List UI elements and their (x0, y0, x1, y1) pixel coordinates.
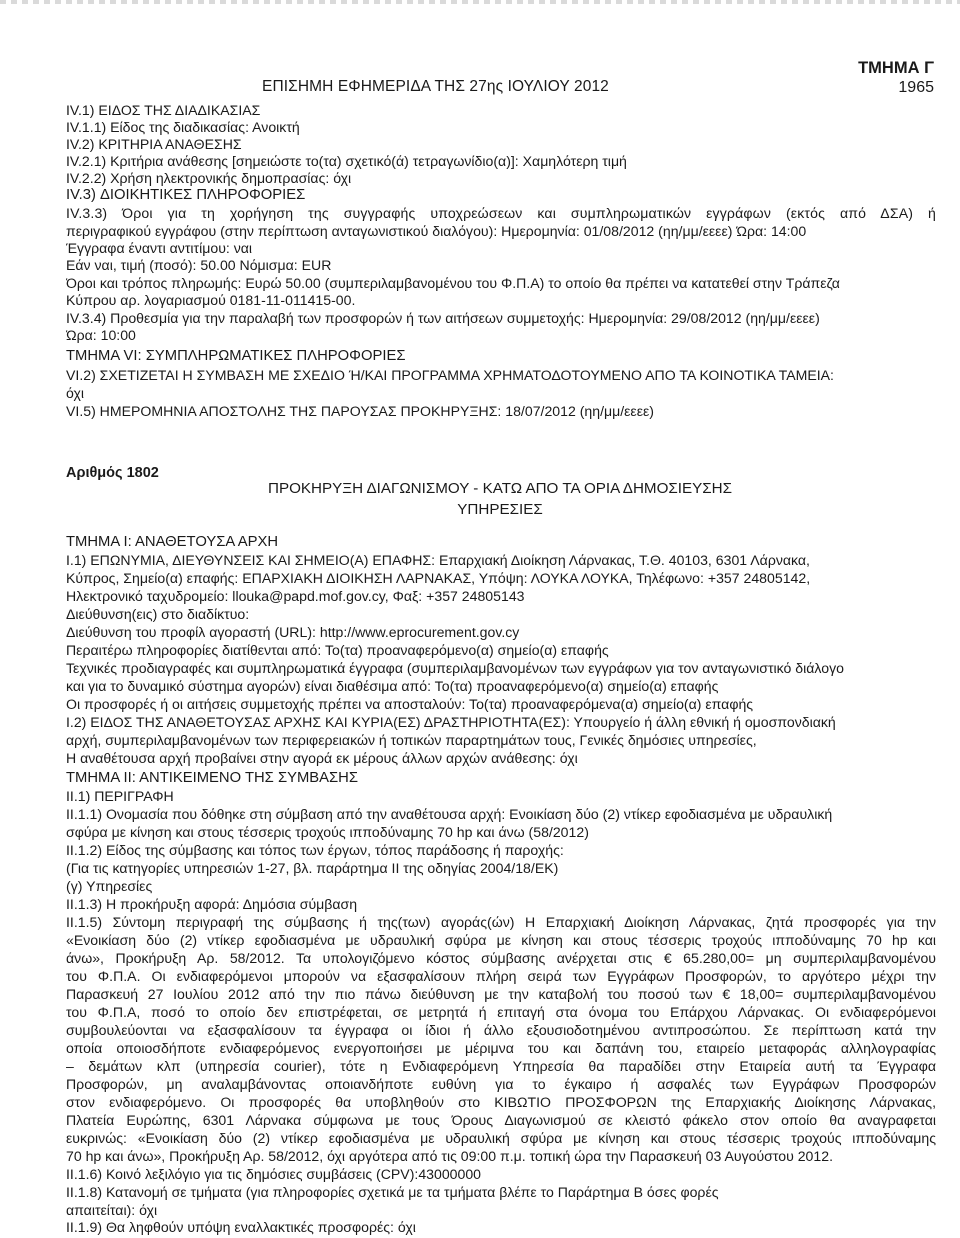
section-label: ΤΜΗΜΑ Γ (858, 59, 934, 77)
text-line: Όροι και τρόπος πληρωμής: Ευρώ 50.00 (συμπεριλαμβανομένου του Φ.Π.Α) το οποίο θα πρέπει να κατατεθεί στην Τράπεζα (66, 275, 840, 291)
text-line: σφύρα με κίνηση και στους τέσσερις τροχούς ιπποδύναμης 70 hp και άνω (58/2012) (66, 824, 589, 840)
text-line: IV.2.1) Κριτήρια ανάθεσης [σημειώστε το(τα) σχετικό(ά) τετραγωνίδιο(α)]: Χαμηλότερη τιμή (66, 153, 627, 169)
text-line: συμβουλεύονται να εξασφαλίσουν τα έγγραφα οι ίδιοι ή άλλο εξουσιοδοτημένου αντιπροσώπου. Σε περίπτωση κατά την (66, 1022, 936, 1038)
text-line: Περαιτέρω πληροφορίες διατίθενται από: Το(τα) προαναφερόμενο(α) σημείο(α) επαφής (66, 642, 609, 658)
text-line: II.1.2) Είδος της σύμβασης και τόπος των έργων, τόπος παράδοσης ή παροχής: (66, 842, 564, 858)
text-line: Διεύθυνση του προφίλ αγοραστή (URL): http://www.eprocurement.gov.cy (66, 624, 520, 640)
text-line: «Ενοικίαση δύο (2) ντίκερ εφοδιασμένα με υδραυλική σφύρα με κίνηση και στους τέσσερις τροχούς ιπποδύναμης 70 hp και (66, 932, 936, 948)
text-line: όχι (66, 385, 84, 401)
text-line: ΤΜΗΜΑ ΙΙ: ΑΝΤΙΚΕΙΜΕΝΟ ΤΗΣ ΣΥΜΒΑΣΗΣ (66, 770, 358, 786)
text-line: II.1.6) Κοινό λεξιλόγιο για τις δημόσιες συμβάσεις (CPV):43000000 (66, 1166, 482, 1182)
text-line: Εάν ναι, τιμή (ποσό): 50.00 Νόμισμα: EUR (66, 257, 332, 273)
text-line: VI.5) ΗΜΕΡΟΜΗΝΙΑ ΑΠΟΣΤΟΛΗΣ ΤΗΣ ΠΑΡΟΥΣΑΣ ΠΡΟΚΗΡΥΞΗΣ: 18/07/2012 (ηη/μμ/εεεε) (66, 403, 654, 419)
text-line: Κύπρου αρ. λογαριασμού 0181-11-011415-00. (66, 292, 356, 308)
text-line: 70 hp και άνω», Προκήρυξη Αρ. 58/2012, όχι αργότερα από τις 09:00 π.μ. τοπική ώρα την Παρασκευή 03 Αυγούστου 2012. (66, 1148, 833, 1164)
text-line: II.1.5) Σύντομη περιγραφή της σύμβασης ή της(των) αγοράς(ών) Η Επαρχιακή Διοίκηση Λάρνακας, ζητά προσφορές για την (66, 914, 936, 930)
text-line: του Φ.Π.Α, ποσό το οποίο δεν επιστρέφεται, σε μετρητά ή επιταγή στα όνομα του Επάρχου Λάρνακας. Οι ενδιαφερόμενοι (66, 1004, 936, 1020)
text-line: II.1.8) Κατανομή σε τμήματα (για πληροφορίες σχετικά με τα τμήματα βλέπε το Παράρτημα Β όσες φορές (66, 1184, 719, 1200)
text-line: II.1.9) Θα ληφθούν υπόψη εναλλακτικές προσφορές: όχι (66, 1219, 416, 1235)
text-line: IV.2.2) Χρήση ηλεκτρονικής δημοπρασίας: όχι (66, 170, 352, 186)
text-line: (Για τις κατηγορίες υπηρεσιών 1-27, βλ. παράρτημα II της οδηγίας 2004/18/ΕΚ) (66, 860, 559, 876)
announcement-number: Αριθμός 1802 (66, 465, 159, 481)
text-line: Η αναθέτουσα αρχή προβαίνει στην αγορά εκ μέρους άλλων αρχών ανάθεσης: όχι (66, 750, 578, 766)
text-line: ευκρινώς: «Ενοικίαση δύο (2) ντίκερ εφοδιασμένα με υδραυλική σφύρα με κίνηση και στους τέσσερις τροχούς ιπποδύναμης (66, 1130, 936, 1146)
text-line: ΤΜΗΜΑ VI: ΣΥΜΠΛΗΡΩΜΑΤΙΚΕΣ ΠΛΗΡΟΦΟΡΙΕΣ (66, 348, 406, 364)
text-line: VI.2) ΣΧΕΤΙΖΕΤΑΙ Η ΣΥΜΒΑΣΗ ΜΕ ΣΧΕΔΙΟ Ή/ΚΑΙ ΠΡΟΓΡΑΜΜΑ ΧΡΗΜΑΤΟΔΟΤΟΥΜΕΝΟ ΑΠΟ ΤΑ ΚΟΙΝΟΤΙΚΑ ΤΑΜΕΙΑ: (66, 367, 834, 383)
page-header-right (858, 58, 934, 98)
text-line: Ώρα: 10:00 (66, 327, 136, 343)
text-line: I.1) ΕΠΩΝΥΜΙΑ, ΔΙΕΥΘΥΝΣΕΙΣ ΚΑΙ ΣΗΜΕΙΟ(Α) ΕΠΑΦΗΣ: Επαρχιακή Διοίκηση Λάρνακας, Τ.Θ. 40103, 6301 Λάρνακα, (66, 552, 810, 568)
text-line: Οι προσφορές ή οι αιτήσεις συμμετοχής πρέπει να αποσταλούν: Το(τα) προαναφερόμενα(α) σημείο(α) επαφής (66, 696, 754, 712)
text-line: στον ενδιαφερόμενο. Οι προσφορές θα υποβληθούν στο ΚΙΒΩΤΙΟ ΠΡΟΣΦΟΡΩΝ της Επαρχιακής Διοίκησης Λάρνακας, (66, 1094, 936, 1110)
text-line: IV.3.3) Όροι για τη χορήγηση της συγγραφής υποχρεώσεων και συμπληρωματικών εγγράφων (εκτός από ΔΣΑ) ή (66, 205, 936, 221)
text-line: IV.3) ΔΙΟΙΚΗΤΙΚΕΣ ΠΛΗΡΟΦΟΡΙΕΣ (66, 187, 306, 203)
text-line: Ηλεκτρονικό ταχυδρομείο: llouka@papd.mof.gov.cy, Φαξ: +357 24805143 (66, 588, 525, 604)
text-line: IV.1.1) Είδος της διαδικασίας: Ανοικτή (66, 119, 300, 135)
text-line: IV.2) ΚΡΙΤΗΡΙΑ ΑΝΑΘΕΣΗΣ (66, 136, 242, 152)
text-line: οποία οποιοσδήποτε ενδιαφερόμενος ενεργοποιήσει με μέριμνα του και δαπάνη του, εταιρείο μεταφοράς αλληλογραφίας (66, 1040, 936, 1056)
text-line: – δεμάτων κλπ (υπηρεσία courier), τότε η Ενδιαφερόμενη Υπηρεσία θα παραδίδει στην Εταιρεία αυτή τα Έγγραφα (66, 1058, 936, 1074)
announcement-title: ΠΡΟΚΗΡΥΞΗ ΔΙΑΓΩΝΙΣΜΟΥ - ΚΑΤΩ ΑΠΟ ΤΑ ΟΡΙΑ ΔΗΜΟΣΙΕΥΣΗΣ (267, 480, 732, 497)
page-number: 1965 (898, 79, 934, 96)
text-line: Προσφορών, μη αναλαμβάνοντας οποιανδήποτε ευθύνη για το έγκαιρο ή ασφαλές των Εγγράφων Προσφορών (66, 1076, 936, 1092)
text-line: IV.1) ΕΙΔΟΣ ΤΗΣ ΔΙΑΔΙΚΑΣΙΑΣ (66, 102, 261, 118)
text-line: και για το δυναμικό σύστημα αγορών) είναι διαθέσιμα από: Το(τα) προαναφερόμενο(α) σημείο(α) επαφής (66, 678, 719, 694)
text-line: απαιτείται): όχι (66, 1202, 158, 1218)
text-line: Πλατεία Ευρώπης, 6301 Λάρνακα σύμφωνα με τους Όρους Διαγωνισμού σε κλειστό φάκελο στον οποίο θα αναγραφεται (66, 1112, 936, 1128)
scan-border (0, 0, 960, 4)
text-line: ΤΜΗΜΑ Ι: ΑΝΑΘΕΤΟΥΣΑ ΑΡΧΗ (66, 534, 279, 550)
text-line: του Φ.Π.Α. Οι ενδιαφερόμενοι μπορούν να εξασφαλίσουν πλήρη σειρά των Εγγράφων Προσφορών, το αργότερο μέχρι την (66, 968, 936, 984)
text-line: Διεύθυνση(εις) στο διαδίκτυο: (66, 606, 250, 622)
text-line: Κύπρος, Σημείο(α) επαφής: ΕΠΑΡΧΙΑΚΗ ΔΙΟΙΚΗΣΗ ΛΑΡΝΑΚΑΣ, Υπόψη: ΛΟΥΚΑ ΛΟΥΚΑ, Τηλέφωνο: +357 24805142, (66, 570, 811, 586)
text-line: άνω», Προκήρυξη Αρ. 58/2012. Τα υπολογιζόμενο κόστος σύμβασης ανέρχεται στις € 65.280,00= μη συμπεριλαμβανομένου (66, 950, 936, 966)
gazette-header: ΕΠΙΣΗΜΗ ΕΦΗΜΕΡΙΔΑ ΤΗΣ 27ης ΙΟΥΛΙΟΥ 2012 (262, 78, 609, 95)
text-line: Παρασκευή 27 Ιουλίου 2012 από την πιο πάνω διεύθυνση με την καταβολή του ποσού των € 18,00= συμπεριλαμβανομένου (66, 986, 936, 1002)
text-line: II.1.3) Η προκήρυξη αφορά: Δημόσια σύμβαση (66, 896, 358, 912)
text-line: Τεχνικές προδιαγραφές και συμπληρωματικά έγγραφα (συμπεριλαμβανομένων των εγγράφων για τον ανταγωνιστικό διάλογο (66, 660, 844, 676)
text-line: I.2) ΕΙΔΟΣ ΤΗΣ ΑΝΑΘΕΤΟΥΣΑΣ ΑΡΧΗΣ ΚΑΙ ΚΥΡΙΑ(ΕΣ) ΔΡΑΣΤΗΡΙΟΤΗΤΑ(ΕΣ): Υπουργείο ή άλλη εθνική ή ομοσπονδιακή (66, 714, 836, 730)
text-line: Έγγραφα έναντι αντιτίμου: ναι (66, 240, 253, 256)
text-line: (γ) Υπηρεσίες (66, 878, 153, 894)
announcement-subtitle: ΥΠΗΡΕΣΙΕΣ (457, 501, 543, 518)
text-line: περιγραφικού εγγράφου (στην περίπτωση ανταγωνιστικού διαλόγου): Ημερομηνία: 01/08/2012 (ηη/μμ/εεεε) Ώρα: 14:00 (66, 223, 807, 239)
text-line: IV.3.4) Προθεσμία για την παραλαβή των προσφορών ή των αιτήσεων συμμετοχής: Ημερομηνία: 29/08/2012 (ηη/μμ/εεεε) (66, 310, 820, 326)
text-line: αρχή, συμπεριλαμβανομένων των περιφερειακών ή τοπικών παραρτημάτων τους, Γενικές δημόσιες υπηρεσίες, (66, 732, 757, 748)
text-line: II.1) ΠΕΡΙΓΡΑΦΗ (66, 788, 174, 804)
text-line: II.1.1) Ονομασία που δόθηκε στη σύμβαση από την αναθέτουσα αρχή: Ενοικίαση δύο (2) ντίκερ εφοδιασμένα με υδραυλική (66, 806, 833, 822)
